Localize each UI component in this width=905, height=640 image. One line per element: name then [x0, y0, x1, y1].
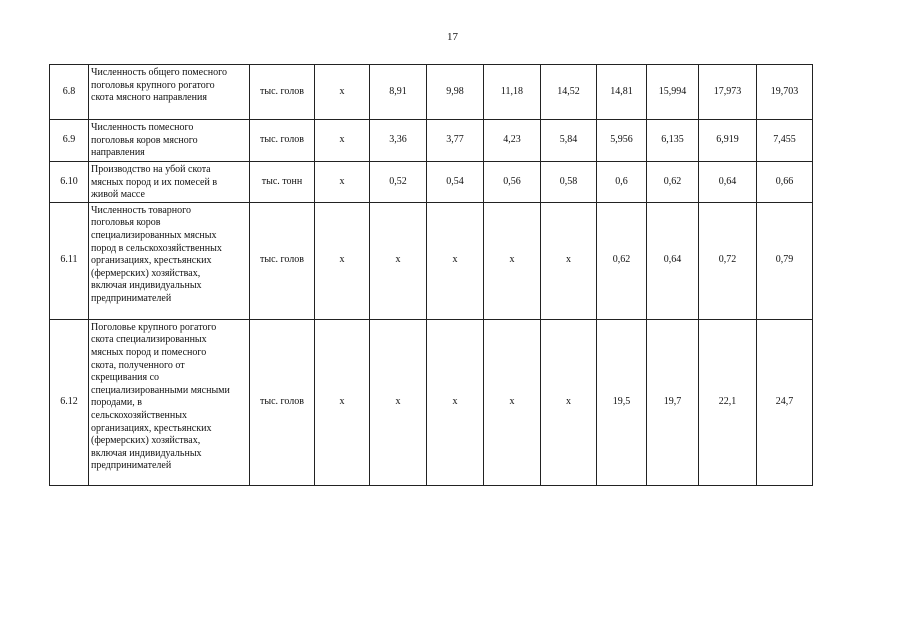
value-cell: 0,58: [541, 162, 597, 203]
table-row: [50, 202, 813, 319]
value-cell: х: [315, 202, 370, 319]
description-line: (фермерских) хозяйствах,: [91, 435, 201, 447]
description-line: скота специализированных: [91, 334, 207, 346]
indicator-description-cell: [89, 65, 250, 120]
description-line: (фермерских) хозяйствах,: [91, 267, 201, 279]
indicator-description-cell: [89, 319, 250, 485]
value-cell: 14,52: [541, 65, 597, 120]
description-line: предпринимателей: [91, 292, 172, 304]
description-line: мясных пород и помесного: [91, 346, 207, 358]
value-cell: х: [484, 202, 541, 319]
table-row: [50, 120, 813, 162]
value-cell: 22,1: [699, 319, 757, 485]
row-number-cell: 6.10: [50, 162, 89, 203]
description-line: Поголовье крупного рогатого: [91, 321, 217, 333]
value-cell: 0,62: [597, 202, 647, 319]
value-cell: 0,64: [647, 202, 699, 319]
description-line: предпринимателей: [91, 460, 172, 472]
value-cell: 0,56: [484, 162, 541, 203]
row-number-cell: 6.12: [50, 319, 89, 485]
unit-cell: тыс. голов: [250, 319, 315, 485]
value-cell: 9,98: [427, 65, 484, 120]
value-cell: х: [427, 202, 484, 319]
table-row: [50, 162, 813, 203]
table-row: [50, 319, 813, 485]
description-line: сельскохозяйственных: [91, 409, 187, 421]
unit-cell: тыс. тонн: [250, 162, 315, 203]
value-cell: 4,23: [484, 120, 541, 162]
description-line: поголовья коров: [91, 217, 161, 229]
unit-cell: тыс. голов: [250, 120, 315, 162]
value-cell: х: [315, 162, 370, 203]
description-line: организациях, крестьянских: [91, 422, 212, 434]
table-row: [50, 65, 813, 120]
value-cell: 3,36: [370, 120, 427, 162]
value-cell: 0,66: [757, 162, 813, 203]
unit-cell: тыс. голов: [250, 65, 315, 120]
value-cell: 5,84: [541, 120, 597, 162]
value-cell: х: [370, 202, 427, 319]
value-cell: 6,135: [647, 120, 699, 162]
row-number-cell: 6.9: [50, 120, 89, 162]
value-cell: 0,64: [699, 162, 757, 203]
value-cell: 6,919: [699, 120, 757, 162]
description-line: поголовья крупного рогатого: [91, 79, 215, 91]
row-number-cell: 6.8: [50, 65, 89, 120]
value-cell: 5,956: [597, 120, 647, 162]
value-cell: 0,54: [427, 162, 484, 203]
description-line: скота мясного направления: [91, 92, 207, 104]
value-cell: х: [427, 319, 484, 485]
description-line: Производство на убой скота: [91, 164, 211, 175]
value-cell: х: [541, 202, 597, 319]
value-cell: х: [315, 65, 370, 120]
indicators-table: [49, 64, 813, 486]
description-line: породами, в: [91, 397, 142, 409]
description-line: организациях, крестьянских: [91, 255, 212, 267]
description-line: включая индивидуальных: [91, 447, 202, 459]
value-cell: 0,79: [757, 202, 813, 319]
value-cell: 0,6: [597, 162, 647, 203]
description-line: пород в сельскохозяйственных: [91, 242, 222, 254]
value-cell: х: [370, 319, 427, 485]
value-cell: х: [315, 120, 370, 162]
indicator-description-cell: [89, 120, 250, 162]
value-cell: 24,7: [757, 319, 813, 485]
description-line: Численность общего помесного: [91, 67, 227, 78]
value-cell: 0,62: [647, 162, 699, 203]
indicator-description-cell: [89, 202, 250, 319]
value-cell: х: [315, 319, 370, 485]
description-line: скрещивания со: [91, 372, 160, 384]
value-cell: 3,77: [427, 120, 484, 162]
row-number-cell: 6.11: [50, 202, 89, 319]
unit-cell: тыс. голов: [250, 202, 315, 319]
value-cell: 8,91: [370, 65, 427, 120]
value-cell: 7,455: [757, 120, 813, 162]
value-cell: 0,72: [699, 202, 757, 319]
description-line: мясных пород и их помесей в: [91, 176, 218, 188]
description-line: Численность помесного: [91, 122, 194, 133]
description-line: специализированными мясными: [91, 384, 230, 396]
indicator-description-cell: [89, 162, 250, 203]
value-cell: х: [484, 319, 541, 485]
description-line: направления: [91, 147, 145, 159]
description-line: включая индивидуальных: [91, 280, 202, 292]
description-line: поголовья коров мясного: [91, 134, 198, 146]
value-cell: 17,973: [699, 65, 757, 120]
value-cell: 15,994: [647, 65, 699, 120]
value-cell: 19,703: [757, 65, 813, 120]
page-number: 17: [447, 31, 458, 43]
value-cell: х: [541, 319, 597, 485]
description-line: специализированных мясных: [91, 229, 217, 241]
value-cell: 14,81: [597, 65, 647, 120]
description-line: скота, полученного от: [91, 359, 185, 371]
description-line: живой массе: [91, 189, 145, 201]
value-cell: 19,7: [647, 319, 699, 485]
value-cell: 19,5: [597, 319, 647, 485]
description-line: Численность товарного: [91, 204, 192, 216]
value-cell: 0,52: [370, 162, 427, 203]
value-cell: 11,18: [484, 65, 541, 120]
